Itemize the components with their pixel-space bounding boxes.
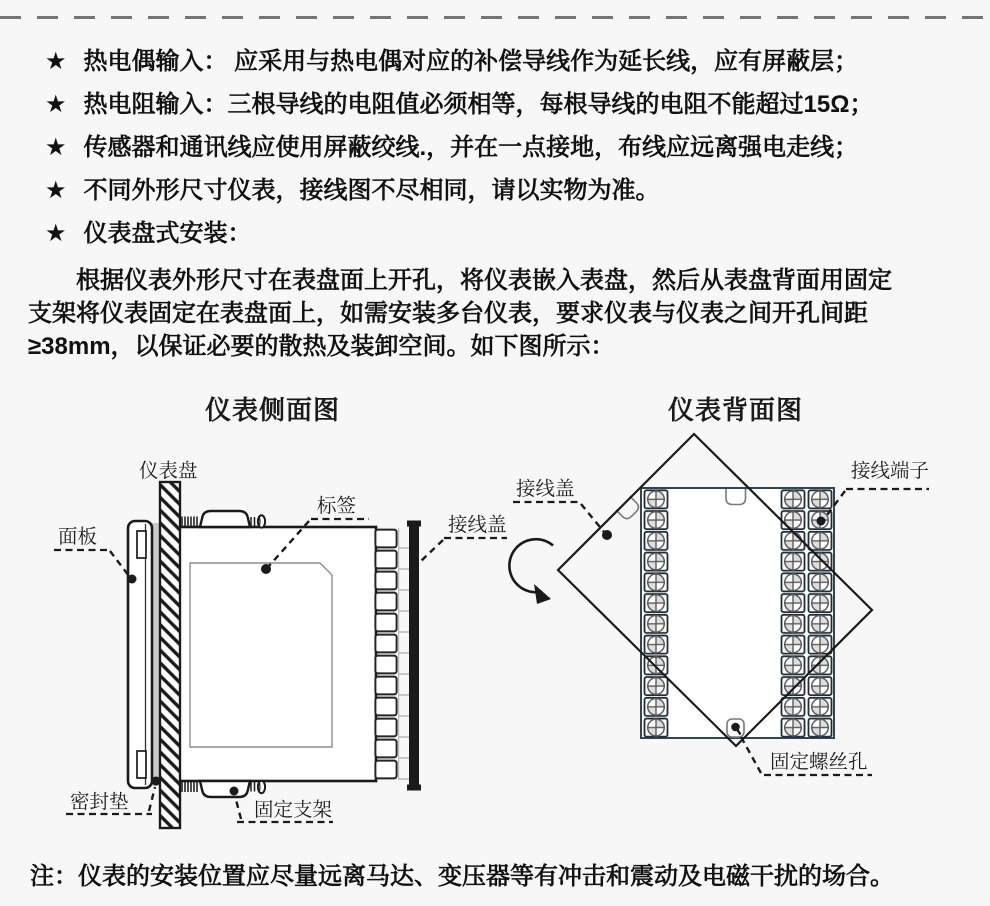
label-fixing-bracket: 固定支架: [254, 799, 333, 821]
label-front-panel: 面板: [58, 526, 98, 548]
label-terminal-cover-side: 接线盖: [448, 514, 507, 536]
label-terminal-block: 接线端子: [851, 460, 930, 482]
bullet-text: 传感器和通讯线应使用屏蔽绞线.，并在一点接地，布线应远离强电走线；: [83, 134, 859, 161]
bullet-text: 热电阻输入：三根导线的电阻值必须相等，每根导线的电阻不能超过15Ω；: [83, 91, 874, 118]
dashed-divider: [0, 16, 990, 19]
label-gasket: 密封垫: [70, 791, 129, 813]
bullet-item: [45, 176, 873, 206]
terminal-column-left: [643, 489, 669, 738]
label-tag: 标签: [317, 495, 357, 517]
side-view-diagram: [54, 396, 507, 828]
label-panel-board: 仪表盘: [139, 460, 198, 482]
bullet-text: 仪表盘式安装：: [83, 220, 252, 247]
bullet-item: [45, 219, 873, 249]
mounting-panel: [160, 482, 180, 828]
bullet-item: [45, 133, 873, 163]
front-bezel: [128, 521, 152, 788]
terminal-rows: [374, 528, 398, 780]
back-view-title: 仪表背面图: [668, 396, 804, 425]
bottom-note: 注：仪表的安装位置应尽量远离马达、变压器等有冲击和震动及电磁干扰的场合。: [30, 863, 894, 890]
star-icon: ★: [45, 134, 67, 161]
terminal-gap: [398, 528, 409, 780]
star-icon: ★: [45, 91, 67, 118]
terminal-column-right-b: [807, 489, 833, 738]
bullet-item: [45, 90, 873, 120]
fixing-screw-hole: [727, 719, 744, 737]
terminal-cover-bar: [407, 521, 421, 791]
bullet-text: 不同外形尺寸仪表，接线图不尽相同，请以实物为准。: [83, 177, 660, 204]
bullet-item: [45, 47, 873, 77]
rotation-arrow-icon: [509, 539, 553, 604]
installation-diagrams: [0, 390, 990, 845]
star-icon: ★: [45, 48, 67, 75]
star-icon: ★: [45, 220, 67, 247]
top-bracket: [179, 511, 265, 528]
bullet-text: 热电偶输入： 应采用与热电偶对应的补偿导线作为延长线，应有屏蔽层；: [83, 48, 859, 75]
label-terminal-cover-back: 接线盖: [516, 478, 575, 500]
display-window: [190, 563, 332, 747]
terminal-column-right-a: [780, 489, 806, 738]
star-icon: ★: [45, 177, 67, 204]
clip-tab: [726, 489, 746, 505]
bottom-bracket: [179, 781, 265, 797]
label-screw-hole: 固定螺丝孔: [770, 751, 868, 773]
back-view-diagram: [509, 396, 929, 775]
side-view-title: 仪表侧面图: [205, 396, 341, 425]
installation-paragraph: 根据仪表外形尺寸在表盘面上开孔，将仪表嵌入表盘，然后从表盘背面用固定支架将仪表固定在表盘面上，如需安装多台仪表，要求仪表与仪表之间开孔间距≥38mm，以保证必要的散热及装卸空间。如下图所示：: [28, 267, 892, 360]
bullet-list: [45, 47, 873, 262]
